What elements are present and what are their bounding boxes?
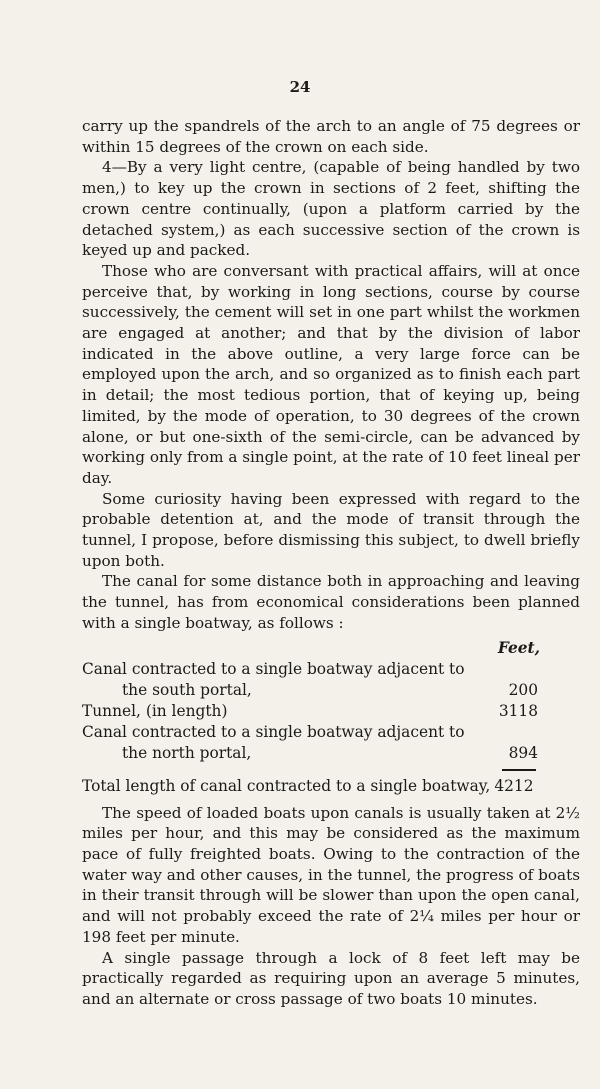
row-value: 894 (508, 743, 538, 762)
table-row (82, 743, 580, 764)
table-row (82, 659, 580, 680)
paragraph: Some curiosity having been expressed with regard to the probable detention at, and the mode of transit through the tunnel, I propose, before dismissing this subject, to dwell briefly upon both. (82, 489, 580, 570)
paragraph: The canal for some distance both in approaching and leaving the tunnel, has from economical considerations been planned with a single boatway, as follows : (82, 572, 580, 632)
row-label: the south portal, (122, 680, 252, 699)
row-label: Canal contracted to a single boatway adjacent to (82, 722, 465, 741)
row-value (478, 659, 580, 680)
row-value: 3118 (498, 701, 538, 720)
paragraph: A single passage through a lock of 8 feet left may be practically regarded as requiring upon an average 5 minutes, and an alternate or cross passage of two boats 10 minutes. (82, 948, 580, 1008)
paragraph: 4—By a very light centre, (capable of being handled by two men,) to key up the crown in sections of 2 feet, shifting the crown centre continually, (upon a platform carried by the detached system,) as each successive section of the crown is keyed up and packed. (82, 158, 580, 260)
table-row (82, 680, 580, 701)
table-row (82, 701, 580, 722)
row-value: 200 (508, 680, 538, 699)
unit-header: Feet, (497, 638, 540, 657)
after-table-text (82, 803, 580, 1010)
paragraph: The speed of loaded boats upon canals is usually taken at 2½ miles per hour, and this may be considered as the maximum pace of fully freighted boats. Owing to the contraction of the water way and other causes, in the tunnel, the progress of boats in their transit through will be slower than upon the open canal, and will not probably exceed the rate of 2¼ miles per hour or 198 feet per minute. (82, 803, 580, 946)
sum-rule-wrap (82, 764, 580, 776)
total-label: Total length of canal contracted to a single boatway, (82, 776, 491, 795)
row-label: the north portal, (122, 743, 252, 762)
total-row (82, 776, 580, 797)
page-text (82, 116, 580, 1010)
row-value (478, 722, 580, 743)
row-label: Tunnel, (in length) (82, 701, 228, 720)
row-label: Canal contracted to a single boatway adjacent to (82, 659, 465, 678)
boatway-table (82, 638, 580, 797)
paragraph: Those who are conversant with practical affairs, will at once perceive that, by working in long sections, course by course successively, the cement will set in one part whilst the workmen are engaged at another; and that by the division of labor indicated in the above outline, a very large force can be employed upon the arch, and so organized as to finish each part in detail; the most tedious portion, that of keying up, being limited, by the mode of operation, to 30 degrees of the crown alone, or but one-sixth of the semi-circle, can be advanced by working only from a single point, at the rate of 10 feet lineal per day. (82, 261, 580, 487)
table-row (82, 722, 580, 743)
sum-rule (502, 769, 536, 771)
page-number: 24 (289, 78, 311, 96)
paragraph: carry up the spandrels of the arch to an angle of 75 degrees or within 15 degrees of the crown on each side. (82, 117, 580, 156)
total-value: 4212 (494, 776, 534, 795)
